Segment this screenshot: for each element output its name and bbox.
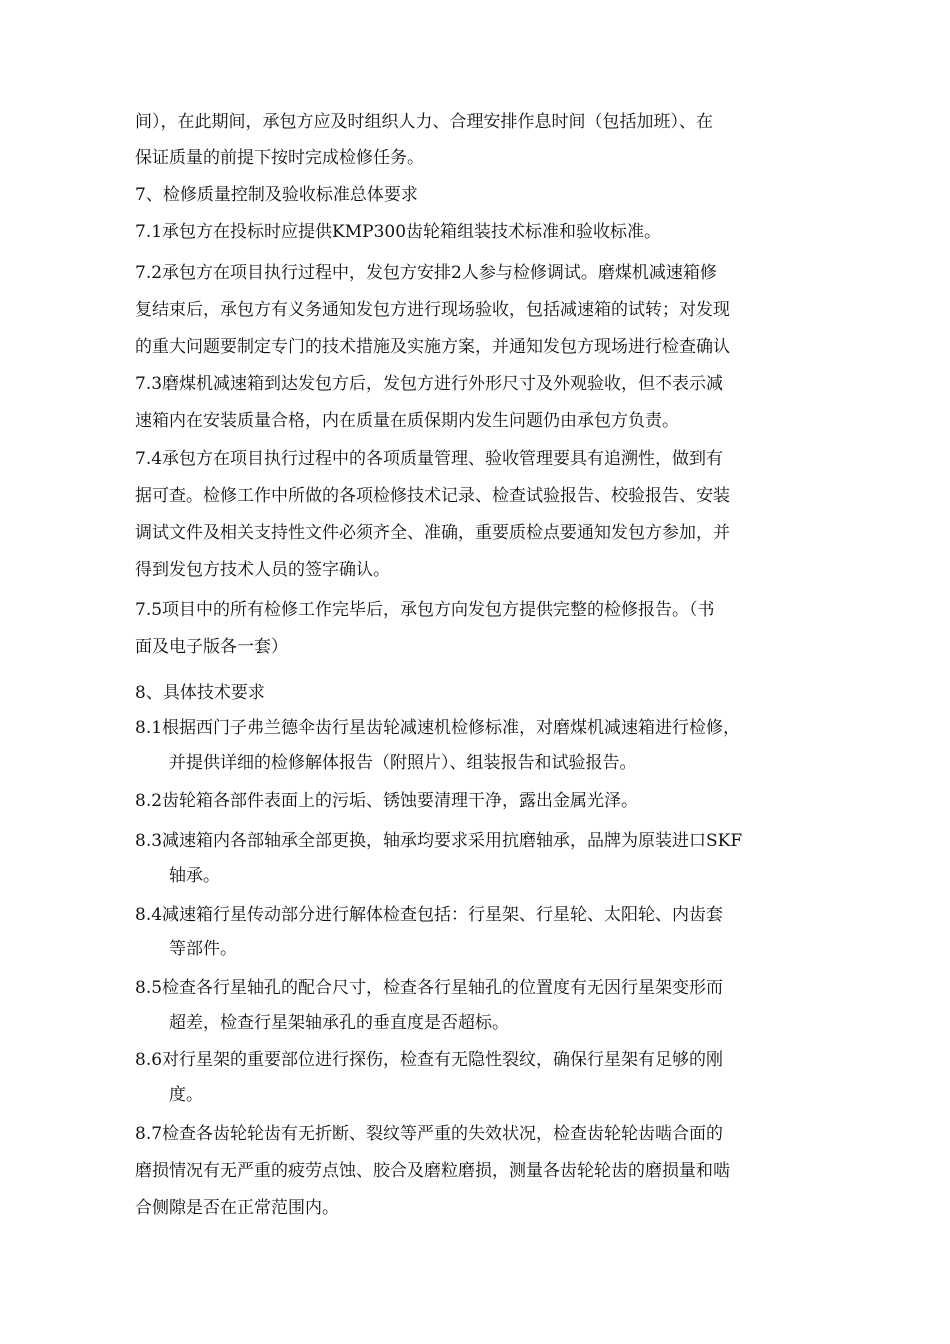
text-line: 面及电子版各一套） — [135, 637, 288, 657]
text-line: 据可查。检修工作中所做的各项检修技术记录、检查试验报告、校验报告、安装 — [135, 486, 730, 506]
text-line: 8.6对行星架的重要部位进行探伤，检查有无隐性裂纹，确保行星架有足够的刚 — [135, 1050, 724, 1070]
text-line: 8.3减速箱内各部轴承全部更换，轴承均要求采用抗磨轴承，品牌为原装进口SKF — [135, 831, 743, 851]
text-line: 8.1根据西门子弗兰德伞齿行星齿轮减速机检修标准，对磨煤机减速箱进行检修， — [135, 718, 741, 738]
text-line: 的重大问题要制定专门的技术措施及实施方案，并通知发包方现场进行检查确认 — [135, 337, 730, 357]
text-line: 7.1承包方在投标时应提供KMP300齿轮箱组装技术标准和验收标准。 — [135, 222, 662, 242]
text-line: 8.2齿轮箱各部件表面上的污垢、锈蚀要清理干净，露出金属光泽。 — [135, 791, 639, 811]
text-line: 间），在此期间，承包方应及时组织人力、合理安排作息时间（包括加班）、在 — [135, 112, 713, 132]
text-line: 得到发包方技术人员的签字确认。 — [135, 560, 390, 580]
text-line: 8.7检查各齿轮轮齿有无折断、裂纹等严重的失效状况，检查齿轮轮齿啮合面的 — [135, 1124, 724, 1144]
text-line: 合侧隙是否在正常范围内。 — [135, 1198, 339, 1218]
text-line: 7.5项目中的所有检修工作完毕后，承包方向发包方提供完整的检修报告。（书 — [135, 600, 715, 620]
section-heading: 8、具体技术要求 — [135, 683, 265, 703]
text-line: 8.5检查各行星轴孔的配合尺寸，检查各行星轴孔的位置度有无因行星架变形而 — [135, 978, 724, 998]
text-line: 8.4减速箱行星传动部分进行解体检查包括：行星架、行星轮、太阳轮、内齿套 — [135, 905, 724, 925]
text-line: 7.4承包方在项目执行过程中的各项质量管理、验收管理要具有追溯性，做到有 — [135, 449, 724, 469]
text-line: 复结束后，承包方有义务通知发包方进行现场验收，包括减速箱的试转；对发现 — [135, 300, 730, 320]
text-line: 调试文件及相关支持性文件必须齐全、准确，重要质检点要通知发包方参加，并 — [135, 523, 730, 543]
text-line: 度。 — [169, 1085, 203, 1105]
text-line: 7.3磨煤机减速箱到达发包方后，发包方进行外形尺寸及外观验收，但不表示减 — [135, 374, 724, 394]
text-line: 7.2承包方在项目执行过程中，发包方安排2人参与检修调试。磨煤机减速箱修 — [135, 263, 717, 283]
text-line: 保证质量的前提下按时完成检修任务。 — [135, 148, 424, 168]
text-line: 轴承。 — [169, 866, 220, 886]
text-line: 速箱内在安装质量合格，内在质量在质保期内发生问题仍由承包方负责。 — [135, 411, 679, 431]
text-line: 并提供详细的检修解体报告（附照片）、组装报告和试验报告。 — [169, 753, 637, 773]
text-line: 超差，检查行星架轴承孔的垂直度是否超标。 — [169, 1013, 509, 1033]
text-line: 等部件。 — [169, 939, 237, 959]
section-heading: 7、检修质量控制及验收标准总体要求 — [135, 185, 418, 205]
text-line: 磨损情况有无严重的疲劳点蚀、胶合及磨粒磨损，测量各齿轮轮齿的磨损量和啮 — [135, 1161, 730, 1181]
